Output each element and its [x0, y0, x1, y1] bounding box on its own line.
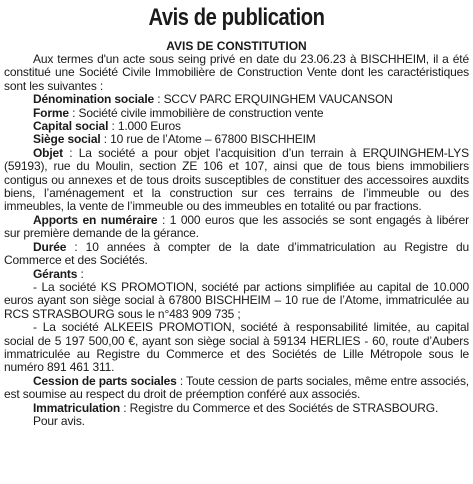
cession-paragraph	[4, 375, 469, 402]
immatriculation-line	[4, 402, 469, 415]
gerant-item: - La société KS PROMOTION, société par actions simplifiée au capital de 10.000 euros ayant son siège social à 67800 BISCHHEIM – 10 rue de l’Atome, immatriculée au RCS STRASBOURG sous le n°483 909 735 ;	[4, 279, 469, 321]
siege-label: Siège social	[33, 132, 101, 147]
cession-label: Cession de parts sociales	[33, 373, 177, 388]
denomination-value: : SCCV PARC ERQUINGHEM VAUCANSON	[154, 92, 393, 107]
denomination-label: Dénomination sociale	[33, 92, 155, 107]
forme-label: Forme	[33, 105, 69, 120]
immatriculation-value: : Registre du Commerce et des Sociétés de STRASBOURG.	[120, 400, 439, 415]
capital-label: Capital social	[33, 119, 109, 134]
forme-value: : Société civile immobilière de construction vente	[68, 105, 324, 120]
capital-line	[4, 120, 469, 133]
immatriculation-label: Immatriculation	[33, 400, 121, 415]
denomination-line	[4, 93, 469, 106]
duree-label: Durée	[33, 239, 67, 254]
intro-paragraph: Aux termes d'un acte sous seing privé en date du 23.06.23 à BISCHHEIM, il a été constitué une Société Civile Immobilière de Construction Vente dont les caractéristiques sont les suivantes :	[4, 52, 469, 93]
capital-value: : 1.000 Euros	[108, 119, 181, 134]
apports-paragraph	[4, 214, 469, 241]
apports-value: : 1 000 euros que les associés se sont engagés à libérer sur première demande de la gérance.	[4, 212, 469, 241]
cession-value: : Toute cession de parts sociales, même entre associés, est soumise au respect du droit de préemption conféré aux associés.	[4, 373, 469, 402]
siege-value: : 10 rue de l’Atome – 67800 BISCHHEIM	[100, 132, 316, 147]
objet-label: Objet	[33, 145, 63, 160]
gerants-value: :	[77, 266, 84, 281]
gerant-item: - La société ALKEEIS PROMOTION, société à responsabilité limitée, au capital social de 5 197 500,00 €, ayant son siège social à 59134 HERLIES - 60, route d’Aubers immatriculée au Registre du Commerce et des Sociétés de Lille Métropole sous le numéro 891 461 311.	[4, 320, 469, 375]
apports-label: Apports en numéraire	[33, 212, 158, 227]
notice-subtitle: AVIS DE CONSTITUTION	[166, 39, 307, 53]
forme-line	[4, 107, 469, 120]
duree-paragraph	[4, 241, 469, 268]
closing-line: Pour avis.	[33, 413, 85, 428]
objet-paragraph	[4, 147, 469, 214]
gerants-label: Gérants	[33, 266, 78, 281]
notice-body	[4, 53, 469, 428]
objet-value: : La société a pour objet l’acquisition d’un terrain à ERQUINGHEM-LYS (59193), rue du Moulin, section ZE 106 et 107, ainsi que de tous biens immobiliers contigus ou annexes et de tous droits susceptibles de constituer des accessoires auxdits biens, l’aménagement et la construction sur ces terrains de l’immeuble ou des immeubles, la vente de l’immeuble ou des immeubles en totalité ou par fractions.	[4, 145, 469, 214]
duree-value: : 10 années à compter de la date d’immatriculation au Registre du Commerce et des Sociétés.	[4, 239, 469, 268]
gerants-line	[4, 268, 469, 281]
siege-line	[4, 133, 469, 146]
page-title: Avis de publication	[148, 4, 325, 31]
